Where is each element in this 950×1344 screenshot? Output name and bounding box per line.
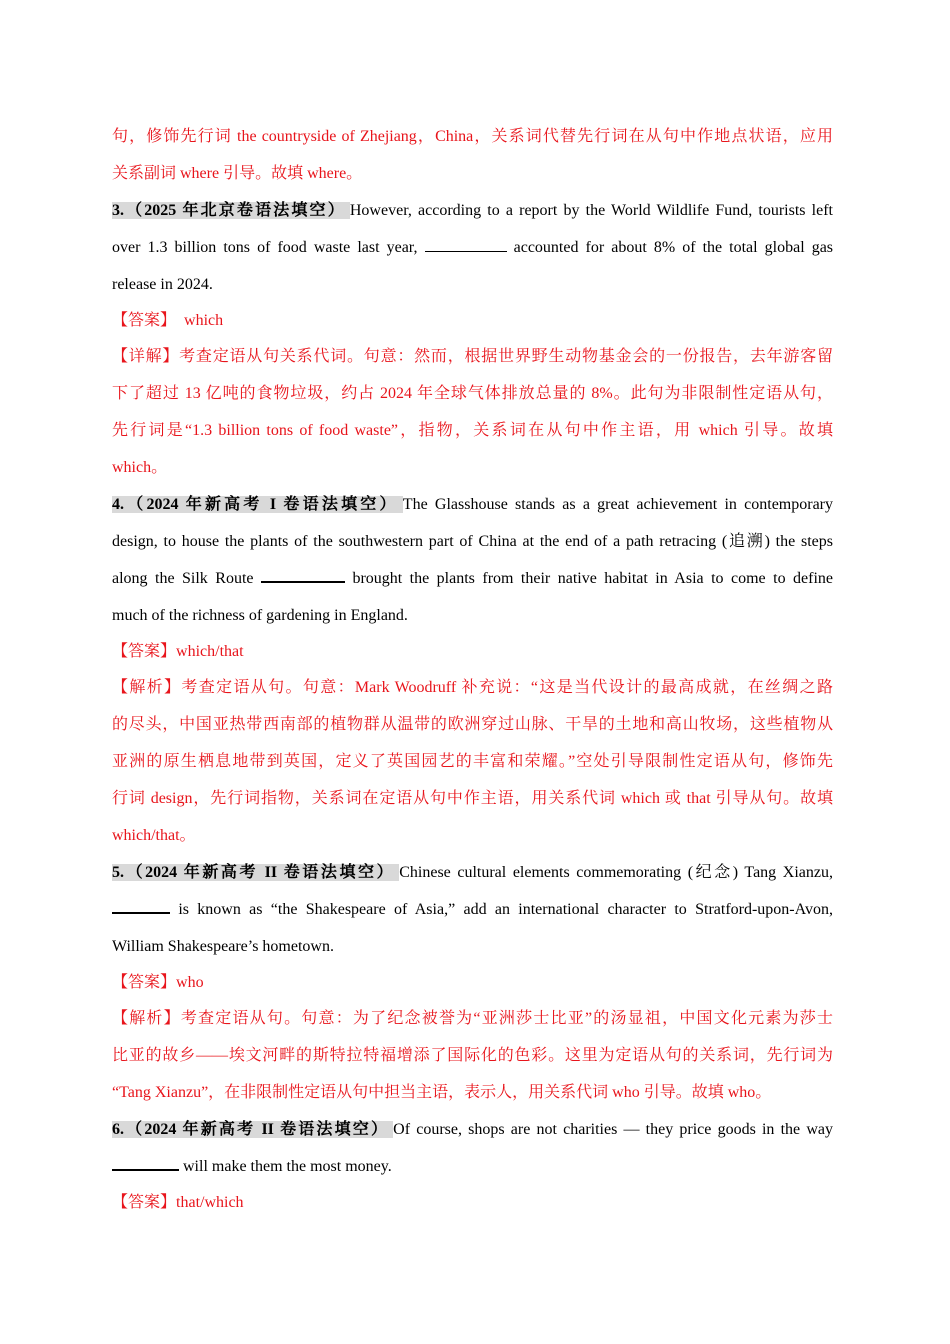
explanation-text: 【解析】考查定语从句。句意：Mark Woodruff 补充说：“这是当代设计的最高成就，在丝绸之路: [112, 679, 833, 696]
answer-tag: 【答案】: [112, 1194, 177, 1211]
question-3-explanation: [112, 338, 833, 375]
answer-tag: 【答案】: [112, 643, 177, 660]
question-5-line-2: [112, 891, 833, 928]
question-text: will make them the most money.: [183, 1158, 392, 1175]
question-text: much of the richness of gardening in England.: [112, 607, 408, 624]
explanation-text: 【解析】考查定语从句。句意：为了纪念被誉为“亚洲莎士比亚”的汤显祖，中国文化元素为莎士: [112, 1010, 833, 1027]
question-text: is known as “the Shakespeare of Asia,” add an international character to Stratford-upon-Avon,: [178, 901, 833, 918]
question-4-explanation: [112, 706, 833, 743]
question-5-explanation: [112, 1000, 833, 1037]
question-4-label: 4.（2024 年新高考 I 卷语法填空）: [112, 496, 403, 513]
question-6-line-1: [112, 1111, 833, 1148]
explanation-continuation-line: [112, 118, 833, 155]
question-4-line-4: [112, 597, 833, 634]
question-4-explanation: [112, 817, 833, 854]
answer-blank: [425, 237, 507, 252]
answer-value: who: [176, 974, 204, 991]
explanation-text: which。: [112, 459, 168, 476]
question-5-line-1: [112, 854, 833, 891]
question-4-line-3: [112, 560, 833, 597]
question-4-explanation: [112, 780, 833, 817]
question-text: brought the plants from their native habitat in Asia to come to define: [352, 570, 833, 587]
explanation-text: “Tang Xianzu”，在非限制性定语从句中担当主语，表示人，用关系代词 who 引导。故填 who。: [112, 1084, 772, 1101]
explanation-text: 的尽头，中国亚热带西南部的植物群从温带的欧洲穿过山脉、干旱的土地和高山牧场，这些植物从: [112, 716, 833, 733]
answer-value: that/which: [176, 1194, 244, 1211]
question-4-explanation: [112, 669, 833, 706]
explanation-text: 【详解】考查定语从句关系代词。句意：然而，根据世界野生动物基金会的一份报告，去年游客留: [112, 348, 833, 365]
question-4-answer: [112, 634, 833, 669]
answer-value: which/that: [176, 643, 244, 660]
question-3-explanation: [112, 375, 833, 412]
question-text: over 1.3 billion tons of food waste last year,: [112, 239, 418, 256]
explanation-text: 先行词是“1.3 billion tons of food waste”，指物，关系词在从句中作主语，用 which 引导。故填: [112, 422, 833, 439]
question-text: Chinese cultural elements commemorating (纪念) Tang Xianzu,: [399, 864, 833, 881]
question-text: release in 2024.: [112, 276, 213, 293]
question-text: accounted for about 8% of the total global gas: [513, 239, 833, 256]
question-text: The Glasshouse stands as a great achievement in contemporary: [402, 496, 833, 513]
question-text: William Shakespeare’s hometown.: [112, 938, 334, 955]
explanation-text: which/that。: [112, 827, 196, 844]
answer-blank: [261, 567, 345, 583]
document-body: [112, 118, 833, 1220]
question-3-explanation: [112, 449, 833, 486]
explanation-text: 关系副词 where 引导。故填 where。: [112, 165, 363, 182]
question-3-label: 3.（2025 年北京卷语法填空）: [112, 202, 350, 219]
question-text: However, according to a report by the World Wildlife Fund, tourists left: [349, 202, 833, 219]
answer-value: which: [184, 312, 224, 329]
question-4-line-1: [112, 486, 833, 523]
answer-tag: 【答案】: [112, 312, 177, 329]
question-6-answer: [112, 1185, 833, 1220]
answer-blank: [112, 898, 170, 914]
question-text: along the Silk Route: [112, 570, 254, 587]
question-3-explanation: [112, 412, 833, 449]
question-6-line-2: [112, 1148, 833, 1185]
question-3-line-3: [112, 266, 833, 303]
answer-blank: [112, 1155, 179, 1171]
question-5-explanation: [112, 1074, 833, 1111]
explanation-continuation-line: [112, 155, 833, 192]
explanation-text: 句，修饰先行词 the countryside of Zhejiang，China，关系词代替先行词在从句中作地点状语，应用: [112, 128, 833, 145]
question-6-label: 6.（2024 年新高考 II 卷语法填空）: [112, 1121, 393, 1138]
explanation-text: 比亚的故乡——埃文河畔的斯特拉特福增添了国际化的色彩。这里为定语从句的关系词，先行词为: [112, 1047, 833, 1064]
question-3-answer: [112, 303, 833, 338]
question-5-label: 5.（2024 年新高考 II 卷语法填空）: [112, 864, 399, 881]
question-text: design, to house the plants of the southwestern part of China at the end of a path retracing (追溯) the steps: [112, 533, 833, 550]
explanation-text: 下了超过 13 亿吨的食物垃圾，约占 2024 年全球气体排放总量的 8%。此句为非限制性定语从句，: [112, 385, 833, 402]
explanation-text: 行词 design，先行词指物，关系词在定语从句中作主语，用关系代词 which 或 that 引导从句。故填: [112, 790, 833, 807]
question-5-answer: [112, 965, 833, 1000]
question-5-line-3: [112, 928, 833, 965]
question-5-explanation: [112, 1037, 833, 1074]
question-3-line-2: [112, 229, 833, 266]
question-4-explanation: [112, 743, 833, 780]
question-4-line-2: [112, 523, 833, 560]
question-3-line-1: [112, 192, 833, 229]
explanation-text: 亚洲的原生栖息地带到英国，定义了英国园艺的丰富和荣耀。”空处引导限制性定语从句，修饰先: [112, 753, 833, 770]
answer-tag: 【答案】: [112, 974, 177, 991]
question-text: Of course, shops are not charities — they price goods in the way: [393, 1121, 833, 1138]
